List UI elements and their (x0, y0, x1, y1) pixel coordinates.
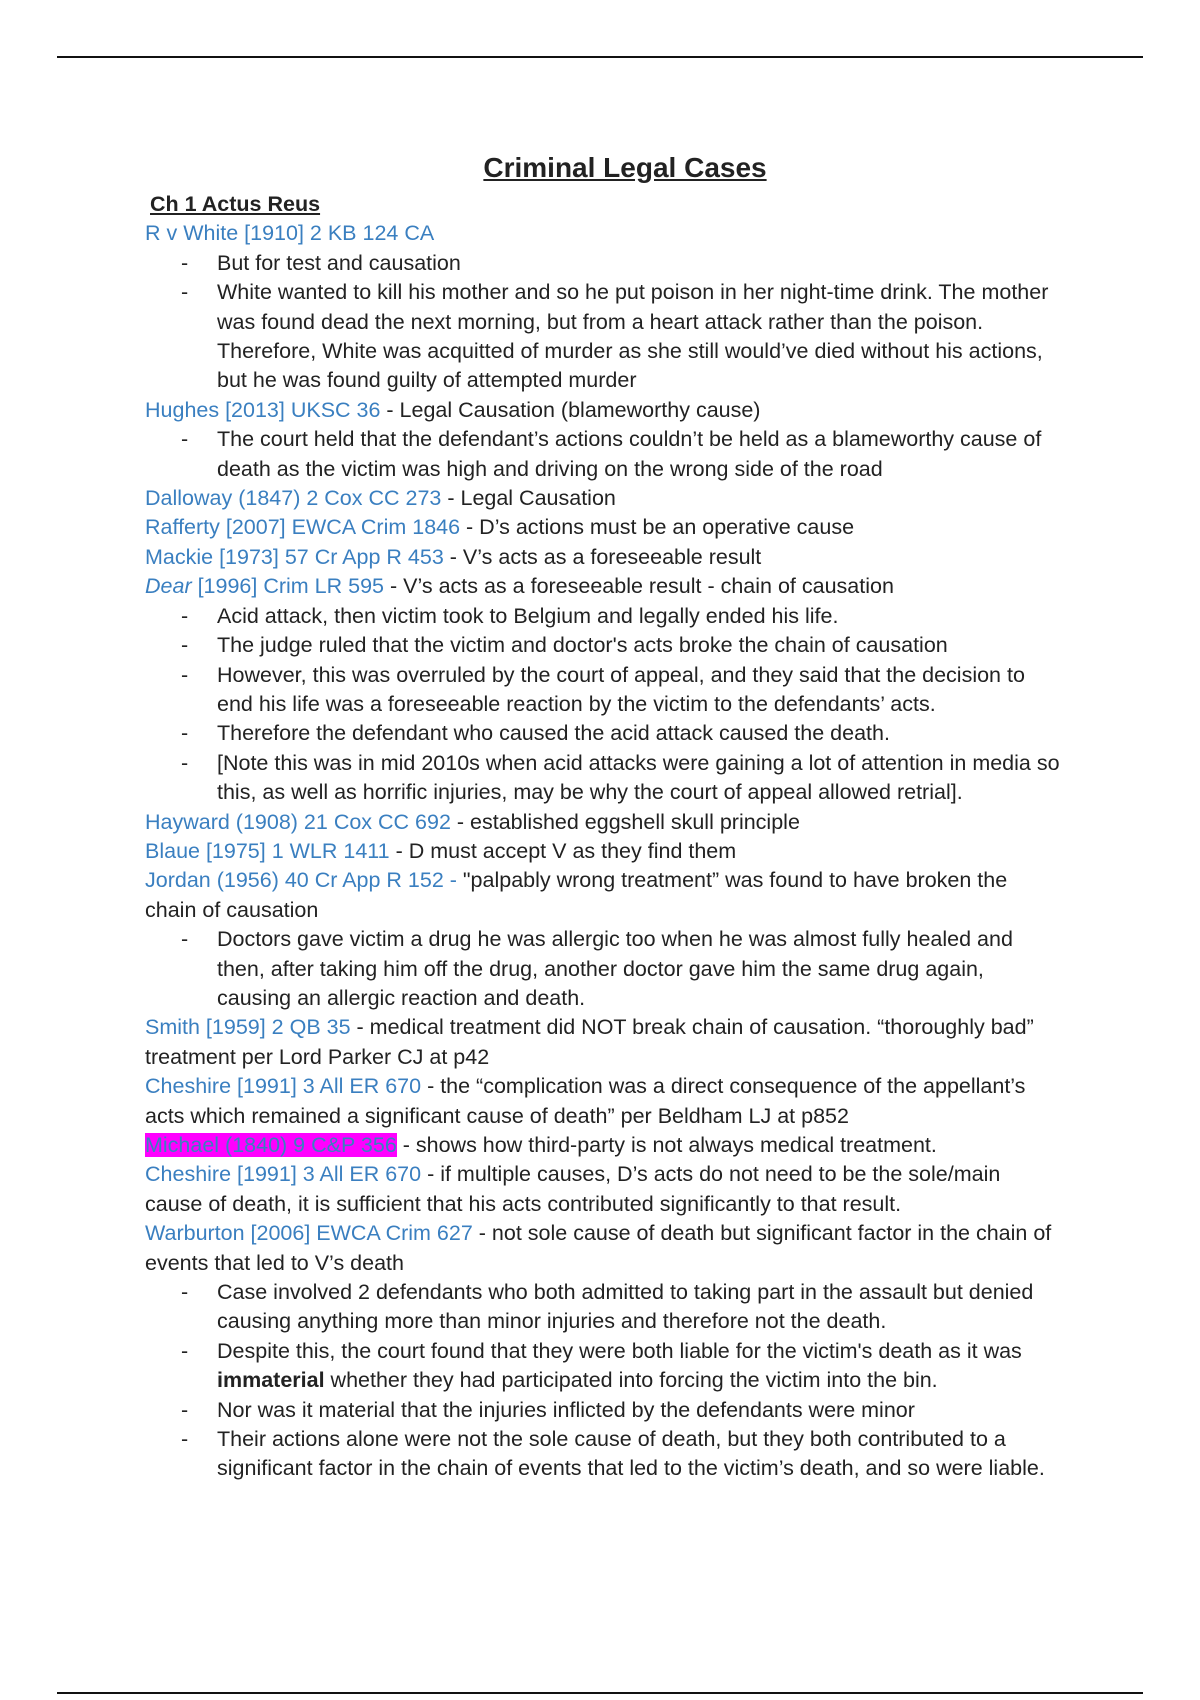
case-entry (145, 1013, 1060, 1072)
emphasis-text: immaterial (217, 1368, 325, 1393)
footer-rule (57, 1692, 1143, 1694)
list-item-text: whether they had participated into forcing the victim into the bin. (324, 1368, 938, 1393)
case-citation: R v White [1910] 2 KB 124 CA (145, 221, 435, 246)
list-item: - The court held that the defendant’s actions couldn’t be held as a blameworthy cause of death as the victim was high and driving on the wrong side of the road (217, 425, 1060, 484)
case-citation: Dalloway (1847) 2 Cox CC 273 (145, 486, 442, 511)
case-citation: Warburton [2006] EWCA Crim 627 (145, 1221, 473, 1246)
document-body (145, 150, 1060, 1484)
list-item (217, 1337, 1060, 1396)
list-item: - Their actions alone were not the sole cause of death, but they both contributed to a significant factor in the chain of events that led to the victim’s death, and so were liable. (217, 1425, 1060, 1484)
case-entry (145, 1072, 1060, 1131)
list-item: - White wanted to kill his mother and so he put poison in her night-time drink. The mother was found dead the next morning, but from a heart attack rather than the poison. Therefore, White was acquitted of murder as she still would’ve died without his actions, but he was found guilty of attempted murder (217, 278, 1060, 396)
case-citation: Cheshire [1991] 3 All ER 670 (145, 1074, 422, 1099)
list-item-text: Despite this, the court found that they were both liable for the victim's death as it was (217, 1338, 1022, 1363)
case-entry (145, 484, 1060, 513)
case-citation: Mackie [1973] 57 Cr App R 453 (145, 544, 444, 569)
case-description: - Legal Causation (441, 486, 616, 511)
case-name-italic: Dear (145, 574, 192, 599)
case-notes (145, 1278, 1060, 1484)
page-title: Criminal Legal Cases (483, 152, 767, 183)
case-description: - medical treatment did NOT break chain of causation. “thoroughly bad” treatment per Lord Parker CJ at p42 (145, 1015, 1034, 1069)
list-item: - Acid attack, then victim took to Belgium and legally ended his life. (217, 602, 1060, 631)
list-item: - Therefore the defendant who caused the acid attack caused the death. (217, 719, 1060, 748)
case-description: - V’s acts as a foreseeable result - chain of causation (384, 574, 894, 599)
case-entry (145, 543, 1060, 572)
case-description: - established eggshell skull principle (450, 809, 800, 834)
case-description: - not sole cause of death but significant factor in the chain of events that led to V’s death (145, 1221, 1052, 1275)
case-citation: Hughes [2013] UKSC 36 (145, 397, 381, 422)
case-entry (145, 219, 1060, 248)
list-item: - Case involved 2 defendants who both admitted to taking part in the assault but denied causing anything more than minor injuries and therefore not the death. (217, 1278, 1060, 1337)
case-citation (145, 574, 384, 598)
case-description: - Legal Causation (blameworthy cause) (380, 397, 761, 422)
header-rule (57, 56, 1143, 58)
case-description: - shows how third-party is not always medical treatment. (396, 1133, 937, 1157)
case-citation: Rafferty [2007] EWCA Crim 1846 (145, 515, 461, 540)
case-citation-rest: [1996] Crim LR 595 (191, 574, 385, 599)
case-notes (145, 249, 1060, 396)
case-description: "palpably wrong treatment” was found to have broken the chain of causation (145, 868, 1008, 922)
case-entry (145, 808, 1060, 837)
case-entry (145, 837, 1060, 866)
case-citation: Hayward (1908) 21 Cox CC 692 (145, 809, 451, 834)
case-citation: Jordan (1956) 40 Cr App R 152 - (145, 868, 457, 893)
case-entry (145, 1131, 1060, 1160)
case-entry (145, 1219, 1060, 1278)
chapter-heading: Ch 1 Actus Reus (150, 192, 321, 216)
case-entry (145, 866, 1060, 925)
case-entry (145, 572, 1060, 601)
case-description: - D’s actions must be an operative cause (460, 515, 855, 540)
case-description: - if multiple causes, D’s acts do not need to be the sole/main cause of death, it is sufficient that his acts contributed significantly to that result. (145, 1162, 1001, 1216)
list-item: - [Note this was in mid 2010s when acid attacks were gaining a lot of attention in media so this, as well as horrific injuries, may be why the court of appeal allowed retrial]. (217, 749, 1060, 808)
case-entry (145, 513, 1060, 542)
case-description: - the “complication was a direct consequence of the appellant’s acts which remained a significant cause of death” per Beldham LJ at p852 (145, 1074, 1026, 1128)
list-item: - But for test and causation (217, 249, 1060, 278)
highlighted-case-citation: Michael (1840) 9 C&P 356 (145, 1133, 397, 1157)
case-citation: Blaue [1975] 1 WLR 1411 (145, 838, 390, 863)
list-item: - However, this was overruled by the court of appeal, and they said that the decision to end his life was a foreseeable reaction by the victim to the defendants’ acts. (217, 661, 1060, 720)
case-notes (145, 602, 1060, 808)
case-notes (145, 925, 1060, 1013)
case-citation: Smith [1959] 2 QB 35 (145, 1015, 351, 1040)
case-description: - D must accept V as they find them (389, 838, 737, 863)
list-item: - Nor was it material that the injuries inflicted by the defendants were minor (217, 1396, 1060, 1425)
case-notes (145, 425, 1060, 484)
case-citation: Cheshire [1991] 3 All ER 670 (145, 1162, 422, 1187)
case-description: - V’s acts as a foreseeable result (443, 544, 762, 569)
case-entry (145, 396, 1060, 425)
list-item: - Doctors gave victim a drug he was allergic too when he was almost fully healed and then, after taking him off the drug, another doctor gave him the same drug again, causing an allergic reaction and death. (217, 925, 1060, 1013)
list-item: - The judge ruled that the victim and doctor's acts broke the chain of causation (217, 631, 1060, 660)
case-entry (145, 1160, 1060, 1219)
